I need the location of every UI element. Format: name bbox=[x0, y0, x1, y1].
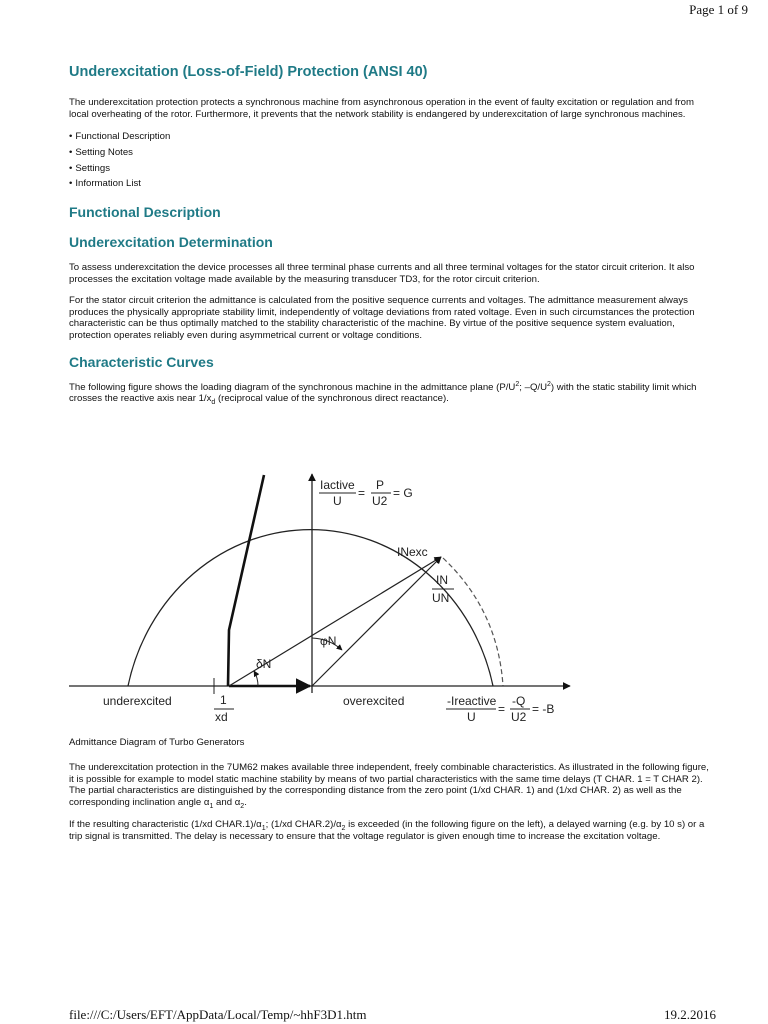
label-delta-n: δN bbox=[256, 657, 272, 671]
heading-characteristic-curves: Characteristic Curves bbox=[69, 353, 214, 370]
document-content-lower bbox=[69, 737, 709, 843]
label-in: IN bbox=[436, 573, 448, 587]
toc-item-setting-notes[interactable]: • Setting Notes bbox=[69, 145, 709, 161]
label-equals-active: = bbox=[358, 486, 366, 500]
toc-item-information-list[interactable]: • Information List bbox=[69, 176, 709, 192]
paragraph-exceeded: If the resulting characteristic (1/xd $CHAR.1)/\alpha_1$; (1/xd $CHAR.2)/\alpha_2$ is exceeded (in the following figure on the left), a delayed warning (e.g. by 10 s) or a trip signal is transmitted. The delay is necessary to ensure that the voltage regulator is given enough time to increase the excitation voltage. bbox=[69, 819, 705, 842]
dashed-stability-limit bbox=[443, 558, 503, 686]
admittance-diagram bbox=[0, 470, 768, 740]
label-one: 1 bbox=[220, 693, 227, 707]
label-u-reactive: U bbox=[467, 710, 476, 724]
vector-in-un bbox=[312, 557, 441, 686]
heading-functional-description: Functional Description bbox=[69, 204, 221, 220]
footer-date: 19.2.2016 bbox=[664, 1007, 716, 1022]
heading-underexcitation-determination: Underexcitation Determination bbox=[69, 234, 273, 250]
label-inexc: INexc bbox=[397, 545, 428, 559]
label-equals-g: = G bbox=[393, 486, 413, 500]
figure-caption: Admittance Diagram of Turbo Generators bbox=[69, 737, 245, 748]
paragraph-stator-criterion: To assess underexcitation the device processes all three terminal phase currents and all three terminal voltages for the stator circuit criterion. It also processes the excitation voltage made available by the measuring transducer TD3, for the rotor circuit criterion. bbox=[69, 262, 695, 285]
label-iactive: Iactive bbox=[320, 478, 355, 492]
delta-angle-arc bbox=[254, 671, 258, 686]
paragraph-loading-diagram: The following figure shows the loading diagram of the synchronous machine in the admittance plane ($P/U^2$; $-Q/U^2$) with the static stability limit which crosses the reactive axis near $1/x_d$ (reciprocal value of the synchronous direct reactance). bbox=[69, 380, 697, 407]
label-ireactive: -Ireactive bbox=[447, 694, 497, 708]
underexcitation-characteristic bbox=[228, 475, 264, 686]
label-p: P bbox=[376, 478, 385, 492]
label-u2-active: U2 bbox=[372, 494, 388, 508]
label-overexcited: overexcited bbox=[343, 694, 405, 708]
document-content bbox=[69, 64, 709, 405]
label-phi-n: φN bbox=[320, 634, 337, 648]
label-un: UN bbox=[432, 591, 450, 605]
intro-paragraph: The underexcitation protection protects a synchronous machine from asynchronous operation in the event of faulty excitation or regulation and from local overheating of the rotor. Furthermore, it prevents that the network stability is endangered by underexcitation of large synchronous machines. bbox=[69, 97, 695, 120]
page-title: Underexcitation (Loss-of-Field) Protection (ANSI 40) bbox=[69, 64, 428, 80]
paragraph-characteristics: The underexcitation protection in the 7UM62 makes available three independent, freely combinable characteristics. As illustrated in the following figure, it is possible for example to model static machine stability by means of two partial characteristics with the same time delays (T CHAR. 1 = T CHAR 2). The partial characteristics are distinguished by the corresponding distance from the zero point (1/xd CHAR. 1) and (1/xd CHAR. 2) as well as the corresponding inclination angle $\alpha_1$ and $\alpha_2$. bbox=[69, 762, 709, 810]
paragraph-admittance: For the stator circuit criterion the admittance is calculated from the positive sequence currents and voltages. The admittance measurement always produces the physically appropriate stability limit, independently of voltage deviations from rated voltage. Even in such circumstances the protection characteristic can be thus optimally matched to the stability characteristic of the machine. By virtue of the positive sequence system evaluation, protection operates reliably even during asymmetrical current or voltage conditions. bbox=[69, 295, 695, 341]
label-equals-b: = -B bbox=[532, 702, 555, 716]
label-equals-reactive: = bbox=[498, 702, 506, 716]
label-underexcited: underexcited bbox=[103, 694, 172, 708]
toc-item-functional-description[interactable]: • Functional Description bbox=[69, 129, 709, 145]
page-number: Page 1 of 9 bbox=[689, 2, 748, 17]
footer-file-path: file:///C:/Users/EFT/AppData/Local/Temp/~hhF3D1.htm bbox=[69, 1007, 367, 1022]
stability-circle bbox=[128, 530, 493, 686]
toc-item-settings[interactable]: • Settings bbox=[69, 161, 709, 177]
label-xd: xd bbox=[215, 710, 228, 724]
label-u-active: U bbox=[333, 494, 342, 508]
label-u2-reactive: U2 bbox=[511, 710, 527, 724]
table-of-contents bbox=[69, 129, 709, 192]
label-q: -Q bbox=[512, 694, 526, 708]
